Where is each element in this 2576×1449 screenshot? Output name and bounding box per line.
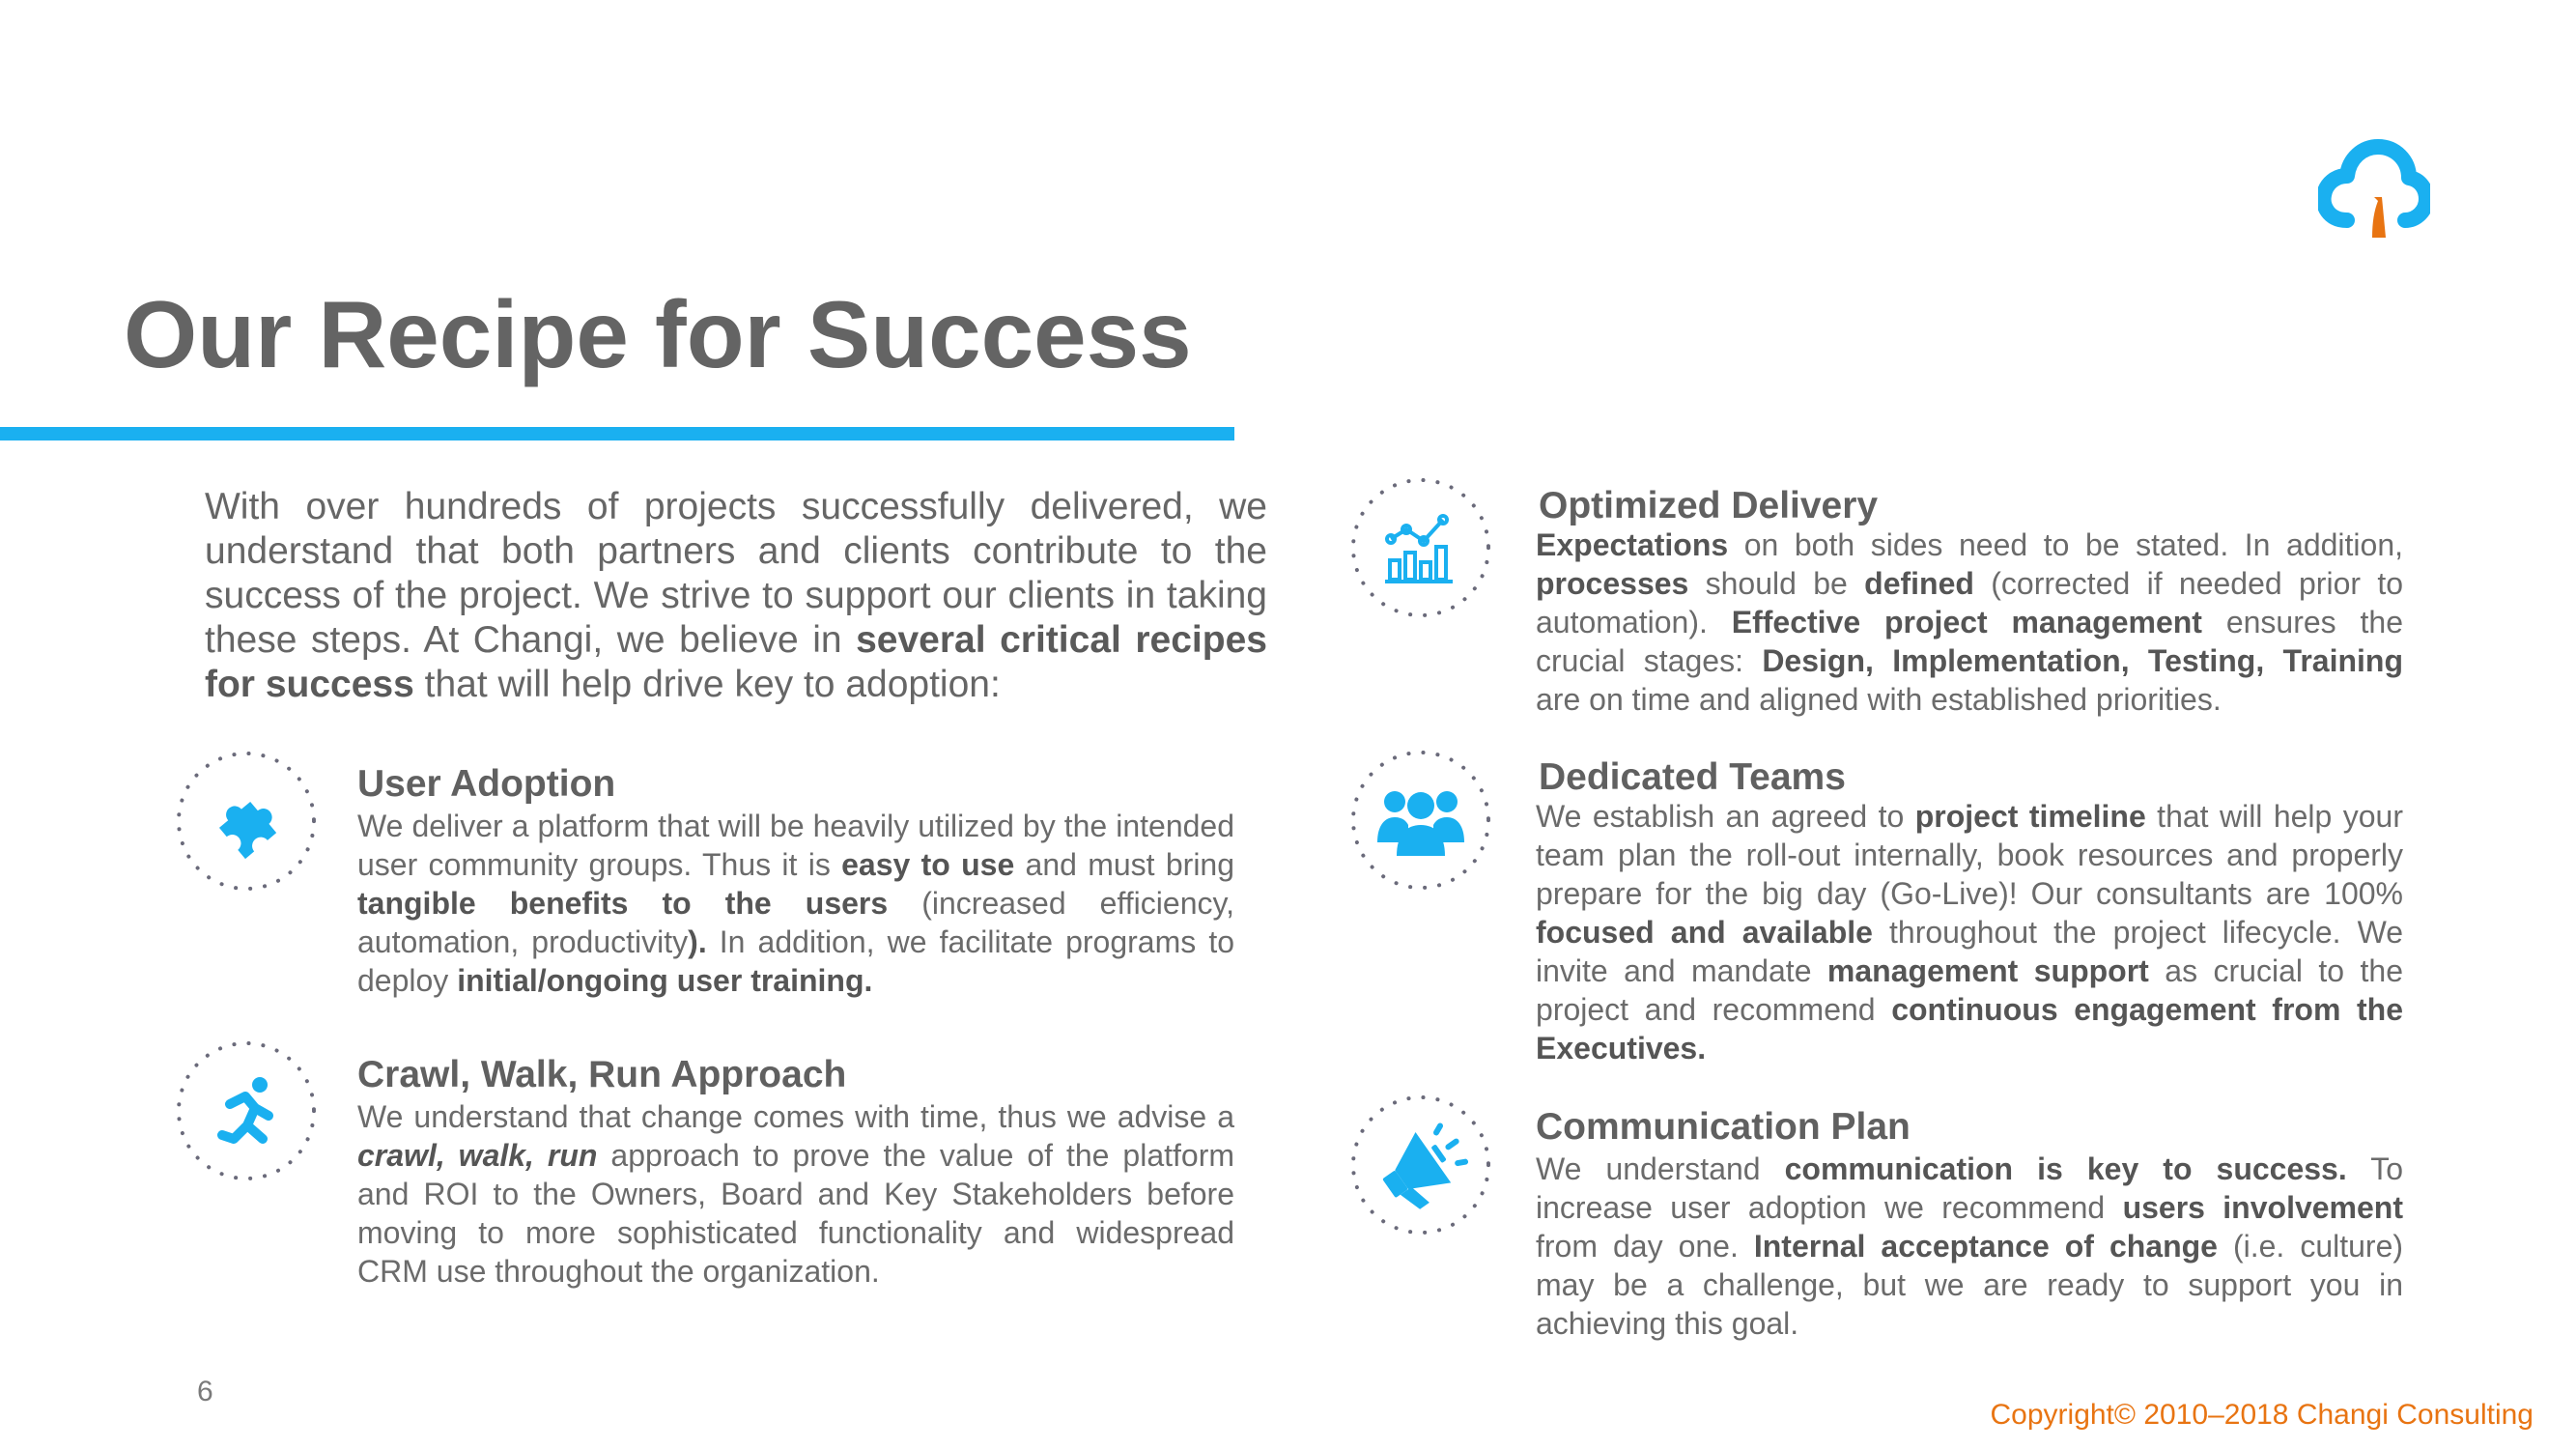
section-heading: User Adoption xyxy=(357,763,616,805)
megaphone-icon xyxy=(1348,1093,1493,1237)
title-underline xyxy=(0,427,1234,440)
running-person-icon xyxy=(174,1038,319,1183)
section-user-adoption xyxy=(357,762,1234,1000)
cloud-logo-icon xyxy=(2318,133,2430,242)
section-heading: Crawl, Walk, Run Approach xyxy=(357,1054,847,1095)
section-communication-plan xyxy=(1536,1105,2403,1343)
puzzle-icon xyxy=(174,749,319,894)
chart-icon xyxy=(1348,475,1493,620)
intro-paragraph: With over hundreds of projects successfully delivered, we understand that both partners and clients contribute to the success of the project. We strive to support our clients in taking these steps. At Changi, we believe in several critical recipes for success that will help drive key to adoption: xyxy=(205,486,1267,705)
section-heading: Dedicated Teams xyxy=(1539,756,1846,798)
section-body: Expectations on both sides need to be stated. In addition, processes should be defined (corrected if needed prior to automation). Effective project management ensures the crucial stages: Design, Implementation, Testing, Training are on time and aligned with established priorities. xyxy=(1536,527,2404,717)
section-crawl-walk-run xyxy=(357,1053,1234,1291)
section-heading: Communication Plan xyxy=(1536,1106,1911,1148)
copyright-notice: Copyright© 2010–2018 Changi Consulting xyxy=(1990,1399,2534,1431)
page-title: Our Recipe for Success xyxy=(124,281,1192,387)
page-number: 6 xyxy=(197,1376,213,1407)
team-icon xyxy=(1348,748,1493,893)
section-dedicated-teams xyxy=(1536,758,2403,1067)
section-body: We understand communication is key to success. To increase user adoption we recommend users involvement from day one. Internal acceptance of change (i.e. culture) may be a challenge, but we are ready to support you in achieving this goal. xyxy=(1536,1151,2404,1341)
section-heading: Optimized Delivery xyxy=(1539,485,1879,526)
section-body: We establish an agreed to project timeline that will help your team plan the roll-out internally, book resources and properly prepare for the big day (Go-Live)! Our consultants are 100% focused and available throughout the project lifecycle. We invite and mandate management support as crucial to the project and recommend continuous engagement from the Executives. xyxy=(1536,799,2404,1065)
section-body: We deliver a platform that will be heavily utilized by the intended user community groups. Thus it is easy to use and must bring tangible benefits to the users (increased efficiency, automation, productivity). In addition, we facilitate programs to deploy initial/ongoing user training. xyxy=(357,809,1235,998)
section-body: We understand that change comes with time, thus we advise a crawl, walk, run approach to prove the value of the platform and ROI to the Owners, Board and Key Stakeholders before moving to more sophisticated functionality and widespread CRM use throughout the organization. xyxy=(357,1099,1235,1289)
section-optimized-delivery xyxy=(1536,487,2403,719)
